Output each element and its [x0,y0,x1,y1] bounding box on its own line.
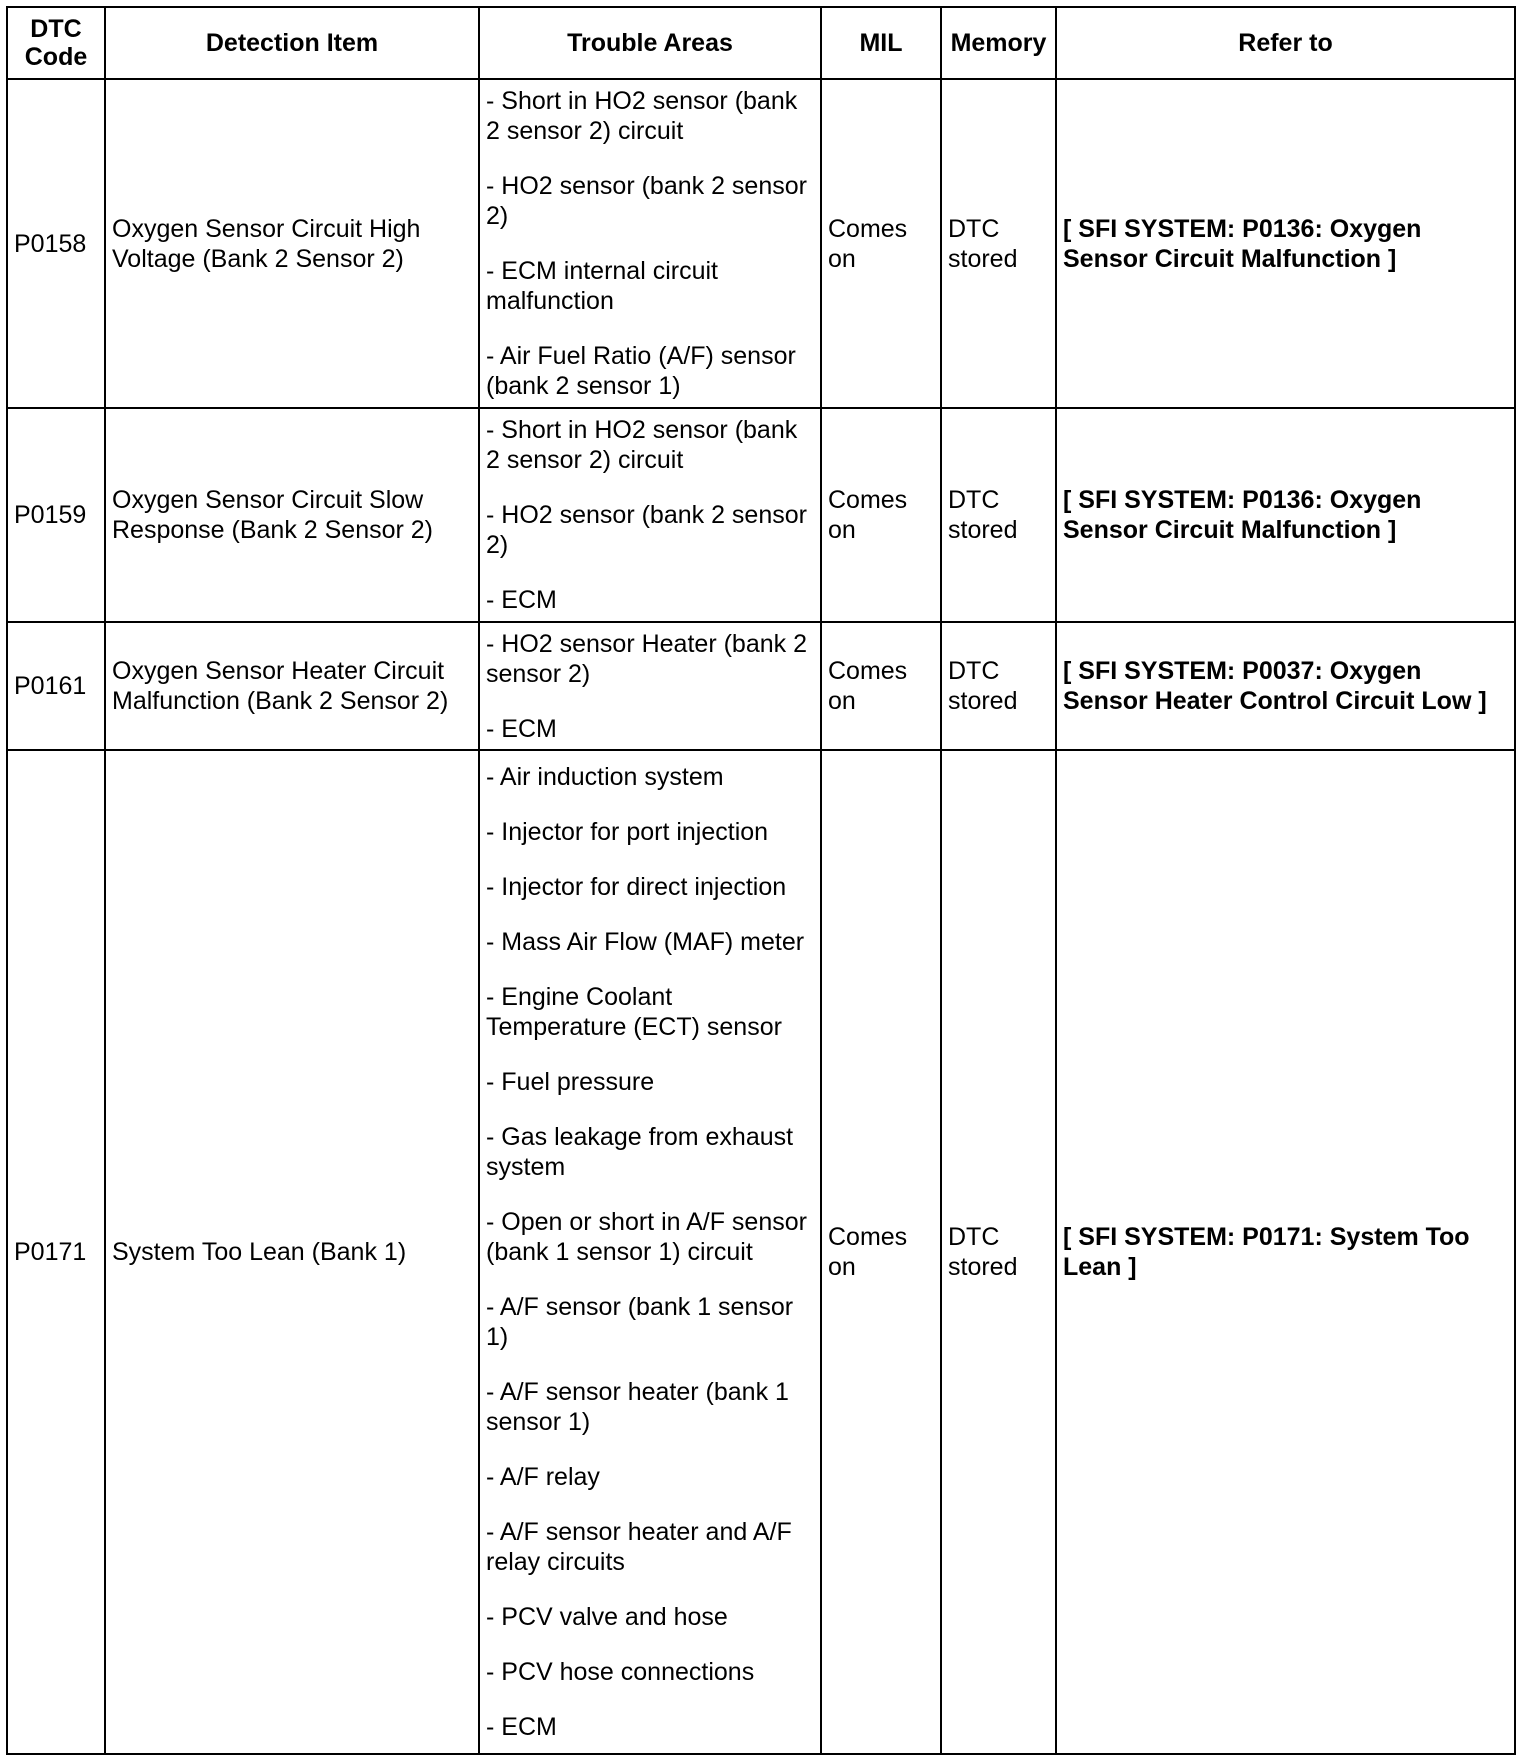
trouble-area-item: - A/F sensor (bank 1 sensor 1) [486,1293,794,1351]
dtc-code-cell: P0159 [7,408,105,622]
table-row [7,408,1515,622]
trouble-area-item: - PCV hose connections [486,1658,755,1686]
trouble-areas-cell [479,79,821,408]
header-memory: Memory [941,7,1056,79]
table-row [7,750,1515,1754]
trouble-area-item: - HO2 sensor Heater (bank 2 sensor 2) [486,629,807,688]
detection-item-cell: Oxygen Sensor Circuit Slow Response (Bank 2 Sensor 2) [105,408,479,622]
memory-cell: DTC stored [941,79,1056,408]
trouble-area-item: - A/F sensor heater (bank 1 sensor 1) [486,1378,789,1436]
table-row [7,79,1515,408]
mil-cell: Comes on [821,622,941,750]
trouble-area-item: - ECM [486,714,557,743]
header-refer-to: Refer to [1056,7,1515,79]
table-body [7,79,1515,1754]
mil-cell: Comes on [821,79,941,408]
dtc-code-cell: P0158 [7,79,105,408]
dtc-code-cell: P0161 [7,622,105,750]
trouble-area-item: - ECM [486,586,557,614]
trouble-area-item: - Injector for direct injection [486,873,787,901]
trouble-area-item: - Open or short in A/F sensor (bank 1 sensor 1) circuit [486,1208,807,1266]
trouble-areas-list [486,629,814,744]
trouble-areas-list [486,415,814,615]
detection-item-cell: Oxygen Sensor Heater Circuit Malfunction (Bank 2 Sensor 2) [105,622,479,750]
refer-to-link[interactable]: [ SFI SYSTEM: P0171: System Too Lean ] [1056,750,1515,1754]
header-trouble-areas: Trouble Areas [479,7,821,79]
trouble-area-item: - Injector for port injection [486,818,769,846]
trouble-area-item: - A/F relay [486,1463,600,1491]
detection-item-cell: System Too Lean (Bank 1) [105,750,479,1754]
trouble-area-item: - PCV valve and hose [486,1603,728,1631]
memory-cell: DTC stored [941,622,1056,750]
header-dtc-code: DTC Code [7,7,105,79]
memory-cell: DTC stored [941,408,1056,622]
trouble-area-item: - ECM [486,1713,557,1741]
trouble-area-item: - HO2 sensor (bank 2 sensor 2) [486,501,807,559]
refer-to-link[interactable]: [ SFI SYSTEM: P0037: Oxygen Sensor Heater Control Circuit Low ] [1056,622,1515,750]
memory-cell: DTC stored [941,750,1056,1754]
dtc-code-cell: P0171 [7,750,105,1754]
trouble-area-item: - Air Fuel Ratio (A/F) sensor (bank 2 sensor 1) [486,342,796,400]
header-mil: MIL [821,7,941,79]
trouble-area-item: - Mass Air Flow (MAF) meter [486,928,805,956]
trouble-area-item: - Gas leakage from exhaust system [486,1123,794,1181]
trouble-area-item: - HO2 sensor (bank 2 sensor 2) [486,172,807,230]
detection-item-cell: Oxygen Sensor Circuit High Voltage (Bank 2 Sensor 2) [105,79,479,408]
trouble-areas-cell [479,408,821,622]
trouble-area-item: - Short in HO2 sensor (bank 2 sensor 2) circuit [486,87,798,145]
trouble-areas-list [486,762,814,1742]
trouble-areas-cell [479,622,821,750]
header-detection-item: Detection Item [105,7,479,79]
trouble-areas-cell [479,750,821,1754]
mil-cell: Comes on [821,750,941,1754]
trouble-area-item: - A/F sensor heater and A/F relay circuits [486,1518,792,1576]
refer-to-link[interactable]: [ SFI SYSTEM: P0136: Oxygen Sensor Circuit Malfunction ] [1056,79,1515,408]
trouble-area-item: - Fuel pressure [486,1068,655,1096]
trouble-area-item: - ECM internal circuit malfunction [486,257,718,315]
trouble-area-item: - Short in HO2 sensor (bank 2 sensor 2) circuit [486,416,798,474]
table-row [7,622,1515,750]
trouble-area-item: - Engine Coolant Temperature (ECT) sensor [486,983,782,1041]
mil-cell: Comes on [821,408,941,622]
header-row [7,7,1515,79]
refer-to-link[interactable]: [ SFI SYSTEM: P0136: Oxygen Sensor Circuit Malfunction ] [1056,408,1515,622]
trouble-area-item: - Air induction system [486,763,724,791]
dtc-table [6,6,1516,1755]
trouble-areas-list [486,86,814,401]
